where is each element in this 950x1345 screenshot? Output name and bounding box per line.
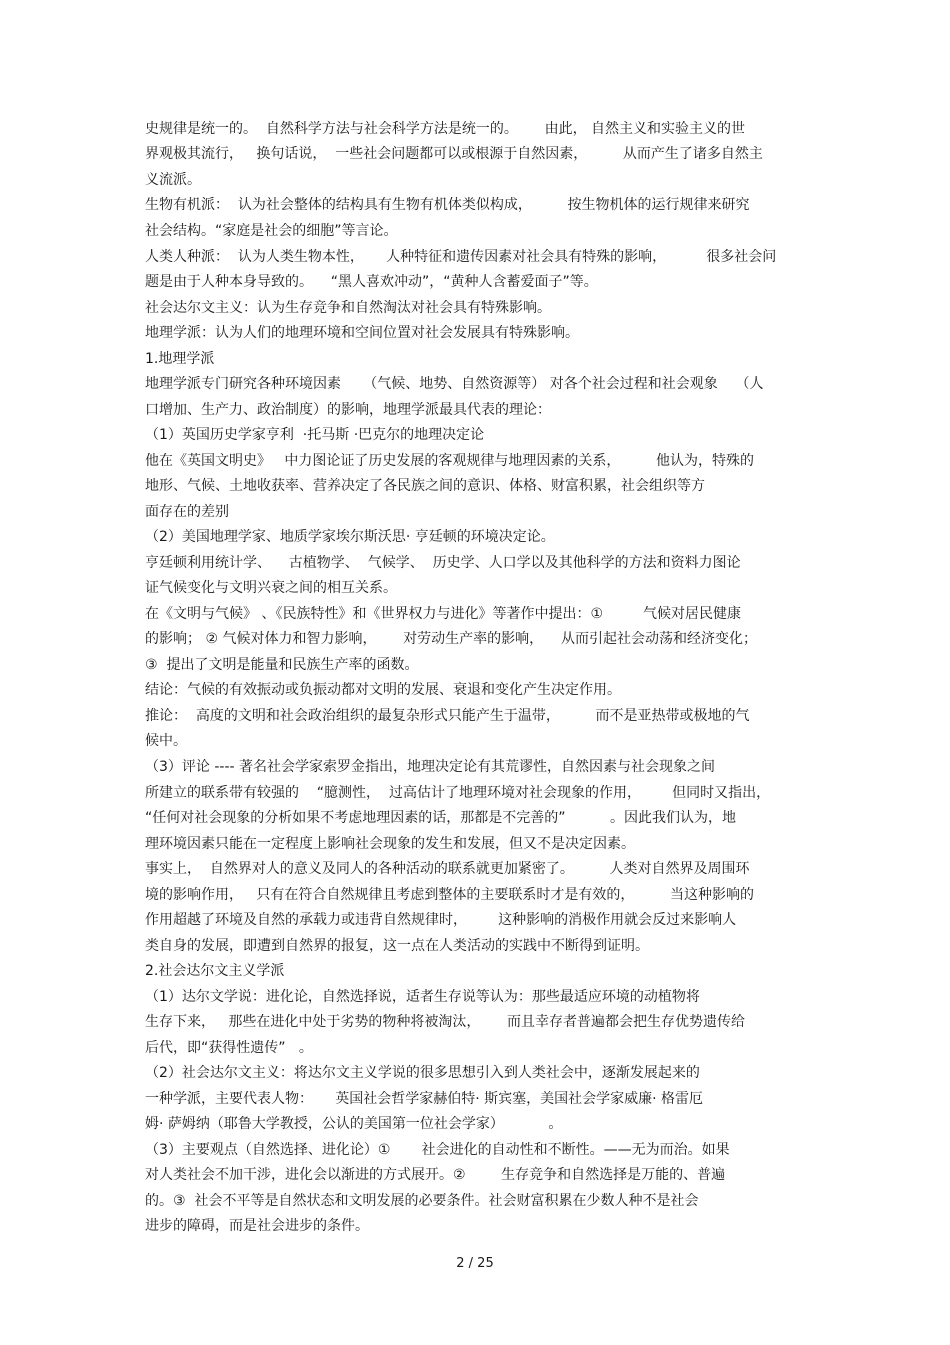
text-line: 在《文明与气候》 、《民族特性》和《世界权力与进化》等著作中提出：① 气候对居民健康: [145, 606, 742, 622]
text-line: 地理学派专门研究各种环境因素 （气候、地势、自然资源等） 对各个社会过程和社会观象 （人: [145, 376, 764, 392]
text-line: 生存下来， 那些在进化中处于劣势的物种将被淘汰， 而且幸存者普遍都会把生存优势遗传给: [145, 1014, 746, 1030]
text-line: 题是由于人种本身导致的。 “黑人喜欢冲动”，“黄种人含蓄爱面子”等。: [145, 274, 598, 290]
text-line: 地形、气候、土地收获率、营养决定了各民族之间的意识、体格、财富积累，社会组织等方: [145, 478, 705, 494]
text-line: （2）美国地理学家、地质学家埃尔斯沃思· 亨廷顿的环境决定论。: [145, 529, 555, 545]
text-line: 义流派。: [145, 172, 201, 188]
text-line: 事实上， 自然界对人的意义及同人的各种活动的联系就更加紧密了。 人类对自然界及周围环: [145, 861, 750, 877]
text-line: （3）评论 ---- 著名社会学家索罗金指出，地理决定论有其荒谬性，自然因素与社会现象之间: [145, 759, 716, 775]
text-line: 的。③ 社会不平等是自然状态和文明发展的必要条件。社会财富积累在少数人种不是社会: [145, 1193, 699, 1209]
text-line: 证气候变化与文明兴衰之间的相互关系。: [145, 580, 397, 596]
text-line: 亨廷顿利用统计学、 古植物学、 气候学、 历史学、人口学以及其他科学的方法和资料力图论: [145, 555, 741, 571]
text-line: 对人类社会不加干涉，进化会以渐进的方式展开。② 生存竞争和自然选择是万能的、普遍: [145, 1167, 726, 1183]
text-line: 推论： 高度的文明和社会政治组织的最复杂形式只能产生于温带， 而不是亚热带或极地的气: [145, 708, 750, 724]
text-line: （1）英国历史学家亨利 ·托马斯 ·巴克尔的地理决定论: [145, 427, 485, 443]
text-line: 的影响； ② 气候对体力和智力影响， 对劳动生产率的影响， 从而引起社会动荡和经济变化；: [145, 631, 757, 647]
text-line: 候中。: [145, 733, 187, 749]
text-line: 面存在的差别: [145, 504, 229, 520]
text-line: 2.社会达尔文主义学派: [145, 963, 285, 979]
page-number: 2 / 25: [456, 1256, 494, 1271]
text-line: 境的影响作用， 只有在符合自然规律且考虑到整体的主要联系时才是有效的， 当这种影响的: [145, 887, 754, 903]
text-line: （3）主要观点（自然选择、进化论）① 社会进化的自动性和不断性。——无为而治。如果: [145, 1142, 730, 1158]
text-line: 结论：气候的有效振动或负振动都对文明的发展、衰退和变化产生决定作用。: [145, 682, 621, 698]
text-line: 姆· 萨姆纳（耶鲁大学教授，公认的美国第一位社会学家） 。: [145, 1116, 563, 1132]
text-line: 人类人种派： 认为人类生物本性， 人种特征和遗传因素对社会具有特殊的影响， 很多社会问: [145, 249, 777, 265]
text-line: ③ 提出了文明是能量和民族生产率的函数。: [145, 657, 419, 673]
text-line: 1.地理学派: [145, 351, 215, 367]
text-line: （1）达尔文学说：进化论，自然选择说，适者生存说等认为：那些最适应环境的动植物将: [145, 989, 700, 1005]
text-line: 所建立的联系带有较强的 “臆测性， 过高估计了地理环境对社会现象的作用， 但同时又指出，: [145, 785, 771, 801]
text-line: 进步的障碍，而是社会进步的条件。: [145, 1218, 369, 1234]
text-line: 后代，即“获得性遗传” 。: [145, 1040, 313, 1056]
text-line: 他在《英国文明史》 中力图论证了历史发展的客观规律与地理因素的关系， 他认为，特殊的: [145, 453, 754, 469]
text-line: （2）社会达尔文主义：将达尔文主义学说的很多思想引入到人类社会中，逐渐发展起来的: [145, 1065, 700, 1081]
text-line: 社会结构。“家庭是社会的细胞”等言论。: [145, 223, 398, 239]
text-line: 类自身的发展，即遭到自然界的报复，这一点在人类活动的实践中不断得到证明。: [145, 938, 649, 954]
text-line: 口增加、生产力、政治制度）的影响，地理学派最具代表的理论：: [145, 402, 551, 418]
text-line: 社会达尔文主义：认为生存竞争和自然淘汰对社会具有特殊影响。: [145, 300, 551, 316]
text-line: 史规律是统一的。 自然科学方法与社会科学方法是统一的。 由此， 自然主义和实验主义的世: [145, 121, 746, 137]
text-line: 地理学派：认为人们的地理环境和空间位置对社会发展具有特殊影响。: [145, 325, 579, 341]
text-line: 一种学派，主要代表人物： 英国社会哲学家赫伯特· 斯宾塞，美国社会学家威廉· 格雷厄: [145, 1091, 704, 1107]
text-line: 生物有机派： 认为社会整体的结构具有生物有机体类似构成， 按生物机体的运行规律来研究: [145, 197, 750, 213]
text-line: “任何对社会现象的分析如果不考虑地理因素的话，那都是不完善的” 。因此我们认为，地: [145, 810, 737, 826]
text-line: 界观极其流行， 换句话说， 一些社会问题都可以或根源于自然因素， 从而产生了诸多自然主: [145, 146, 763, 162]
text-line: 作用超越了环境及自然的承载力或违背自然规律时， 这种影响的消极作用就会反过来影响人: [145, 912, 737, 928]
text-line: 理环境因素只能在一定程度上影响社会现象的发生和发展，但又不是决定因素。: [145, 836, 635, 852]
